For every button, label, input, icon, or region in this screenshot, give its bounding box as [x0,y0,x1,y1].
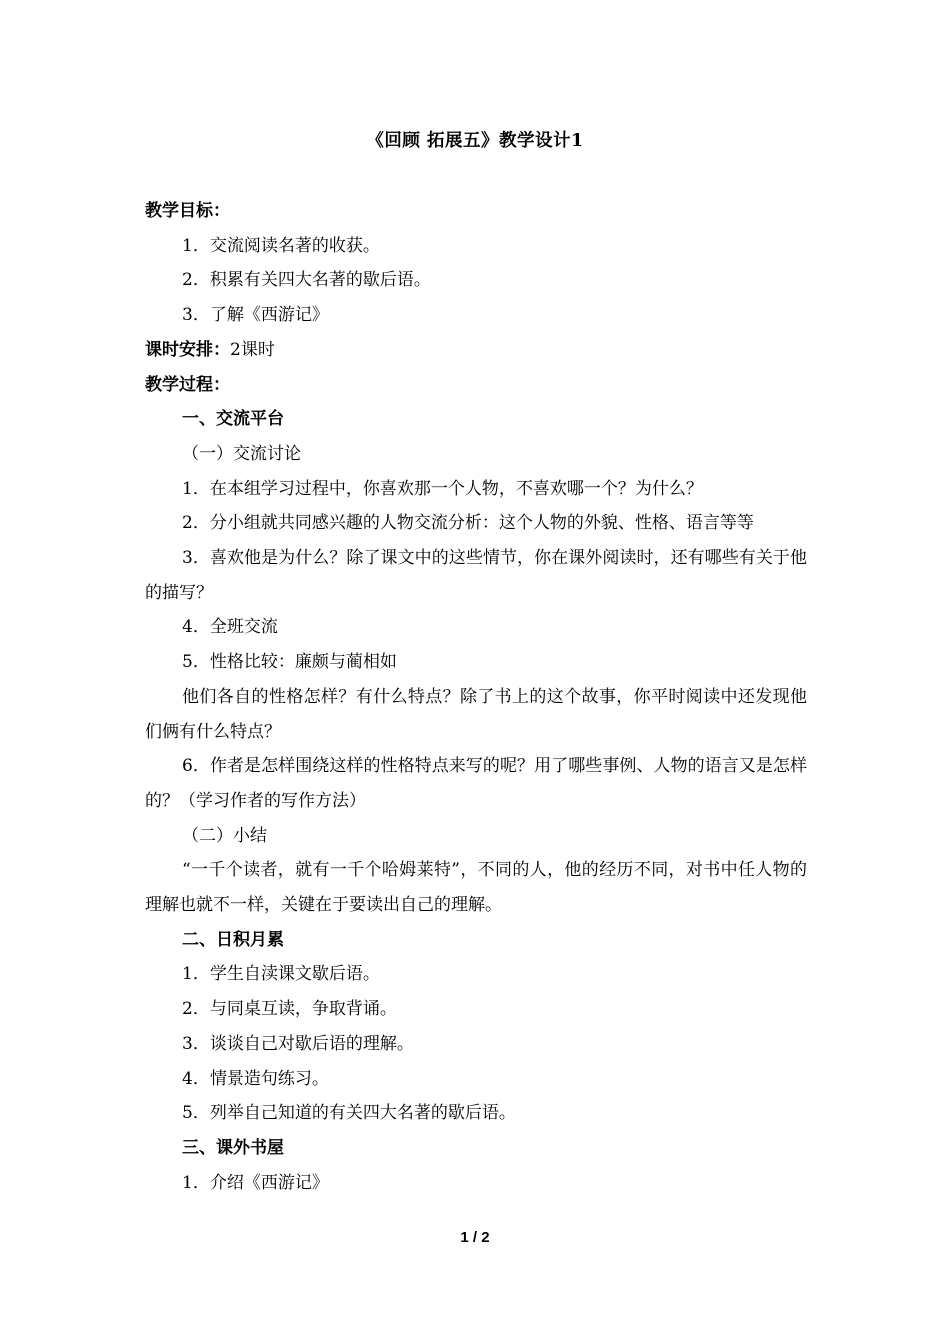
objective-item: 3．了解《西游记》 [182,305,329,326]
discussion-item: 3．喜欢他是为什么？除了课文中的这些情节，你在课外阅读时，还有哪些有关于他的描写？ [145,548,807,603]
schedule-label: 课时安排： [145,339,230,360]
section-heading: 二、日积月累 [182,929,284,950]
discussion-item: 4．全班交流 [182,617,278,638]
discussion-item: 1．在本组学习过程中，你喜欢那一个人物，不喜欢哪一个？为什么？ [182,478,703,499]
discussion-item: 6．作者是怎样围绕这样的性格特点来写的呢？用了哪些事例、人物的语言又是怎样的？（学习作者的写作方法） [145,756,807,811]
saying-item: 2．与同桌互读，争取背诵。 [182,999,397,1020]
bookhouse-item: 1．介绍《西游记》 [182,1172,329,1193]
schedule-row [145,333,807,368]
objective-item: 1．交流阅读名著的收获。 [182,235,380,256]
saying-item: 1．学生自渎课文歇后语。 [182,964,380,985]
section-heading: 三、课外书屋 [182,1137,284,1158]
document-title: 《回顾 拓展五》教学设计1 [366,131,584,151]
subsection-heading: （一）交流讨论 [182,443,301,464]
page-number: 1 / 2 [460,1229,490,1246]
discussion-item: 他们各自的性格怎样？有什么特点？除了书上的这个故事，你平时阅读中还发现他们俩有什么特点？ [145,686,807,742]
schedule-value: 2课时 [230,339,275,360]
section-heading: 一、交流平台 [182,409,284,430]
objectives-label: 教学目标： [145,201,230,221]
subsection-heading: （二）小结 [182,825,267,846]
saying-item: 4．情景造句练习。 [182,1068,329,1089]
discussion-item: 5．性格比较：廉颇与蔺相如 [182,652,397,673]
saying-item: 3．谈谈自己对歇后语的理解。 [182,1033,414,1054]
discussion-item: 2．分小组就共同感兴趣的人物交流分析：这个人物的外貌、性格、语言等等 [182,513,754,534]
document-body [145,194,807,1200]
process-label: 教学过程： [145,374,230,395]
saying-item: 5．列举自己知道的有关四大名著的歇后语。 [182,1103,516,1124]
objective-item: 2．积累有关四大名著的歇后语。 [182,270,431,291]
summary-paragraph: “一千个读者，就有一千个哈姆莱特”，不同的人，他的经历不同，对书中任人物的理解也就不一样，关键在于要读出自己的理解。 [145,860,807,916]
